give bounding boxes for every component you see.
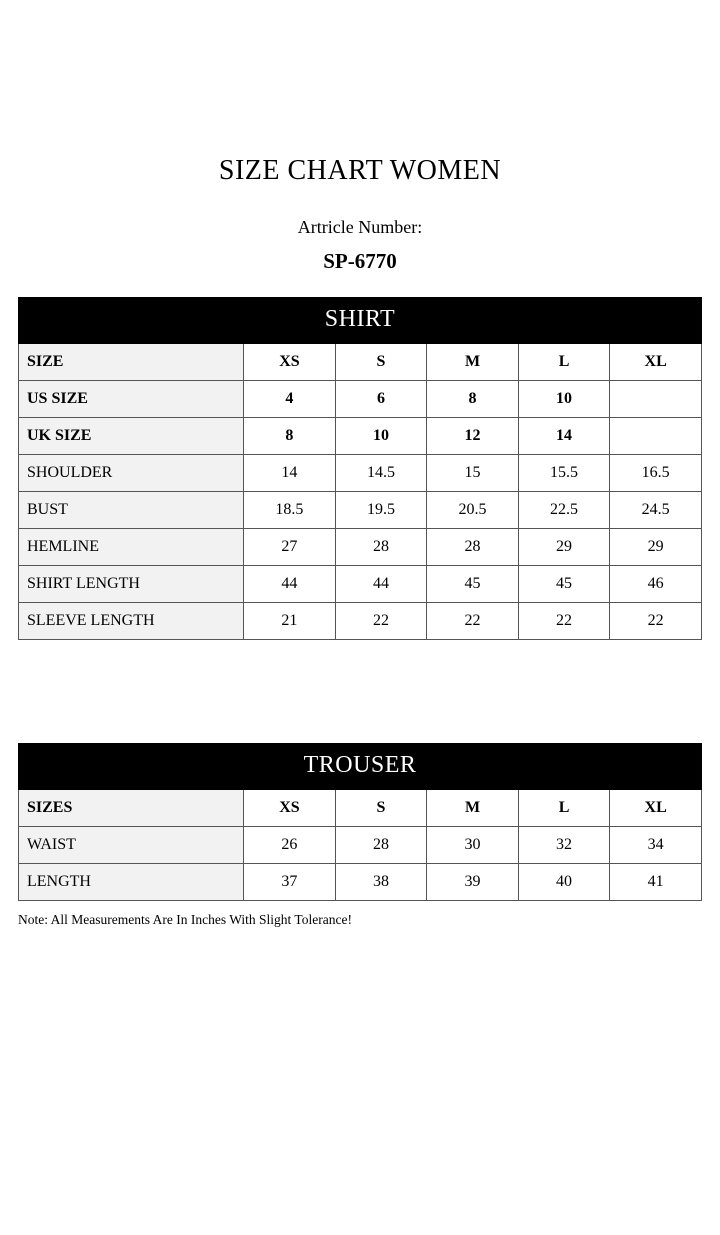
row-value: 22 — [427, 603, 519, 640]
row-value: 44 — [244, 566, 336, 603]
row-label: US SIZE — [19, 381, 244, 418]
table-row — [19, 529, 702, 566]
row-label: SHOULDER — [19, 455, 244, 492]
row-value: 46 — [610, 566, 702, 603]
row-value: 10 — [518, 381, 610, 418]
row-value: 22 — [518, 603, 610, 640]
row-label: WAIST — [19, 827, 244, 864]
trouser-header-xl: XL — [610, 790, 702, 827]
shirt-header-xs: XS — [244, 344, 336, 381]
trouser-header-s: S — [335, 790, 427, 827]
trouser-size-table — [18, 743, 702, 901]
row-value: 21 — [244, 603, 336, 640]
row-value — [610, 381, 702, 418]
row-label: SHIRT LENGTH — [19, 566, 244, 603]
row-value: 10 — [335, 418, 427, 455]
trouser-header-xs: XS — [244, 790, 336, 827]
row-value: 38 — [335, 864, 427, 901]
trouser-size-table-wrapper — [18, 743, 702, 901]
row-value: 16.5 — [610, 455, 702, 492]
shirt-header-m: M — [427, 344, 519, 381]
table-row — [19, 827, 702, 864]
row-value: 24.5 — [610, 492, 702, 529]
row-value: 19.5 — [335, 492, 427, 529]
row-value: 8 — [427, 381, 519, 418]
shirt-size-table — [18, 297, 702, 640]
trouser-header-row — [19, 790, 702, 827]
row-value: 39 — [427, 864, 519, 901]
row-value: 45 — [427, 566, 519, 603]
row-value: 14.5 — [335, 455, 427, 492]
table-row — [19, 492, 702, 529]
trouser-header-m: M — [427, 790, 519, 827]
row-value: 4 — [244, 381, 336, 418]
row-value: 6 — [335, 381, 427, 418]
row-value: 27 — [244, 529, 336, 566]
row-value: 34 — [610, 827, 702, 864]
row-value: 45 — [518, 566, 610, 603]
shirt-size-table-wrapper — [18, 297, 702, 640]
article-number-label: Artricle Number: — [297, 217, 423, 237]
row-value: 18.5 — [244, 492, 336, 529]
row-value: 15 — [427, 455, 519, 492]
table-row — [19, 566, 702, 603]
row-value: 29 — [518, 529, 610, 566]
shirt-header-label: SIZE — [19, 344, 244, 381]
row-value: 30 — [427, 827, 519, 864]
measurement-note: Note: All Measurements Are In Inches With Slight Tolerance! — [18, 912, 352, 927]
row-value: 12 — [427, 418, 519, 455]
table-row — [19, 418, 702, 455]
shirt-banner-row — [19, 298, 702, 344]
table-row — [19, 455, 702, 492]
shirt-header-s: S — [335, 344, 427, 381]
row-value: 41 — [610, 864, 702, 901]
shirt-header-l: L — [518, 344, 610, 381]
trouser-header-label: SIZES — [19, 790, 244, 827]
row-value: 28 — [335, 529, 427, 566]
shirt-banner: SHIRT — [19, 298, 702, 344]
row-value: 44 — [335, 566, 427, 603]
row-value: 29 — [610, 529, 702, 566]
row-value: 14 — [518, 418, 610, 455]
row-value: 8 — [244, 418, 336, 455]
row-value — [610, 418, 702, 455]
trouser-header-l: L — [518, 790, 610, 827]
table-row — [19, 603, 702, 640]
table-row — [19, 381, 702, 418]
row-value: 14 — [244, 455, 336, 492]
trouser-banner-row — [19, 744, 702, 790]
trouser-banner: TROUSER — [19, 744, 702, 790]
row-value: 28 — [427, 529, 519, 566]
row-label: LENGTH — [19, 864, 244, 901]
row-value: 20.5 — [427, 492, 519, 529]
page-title: SIZE CHART WOMEN — [218, 155, 502, 186]
row-value: 22 — [610, 603, 702, 640]
row-label: UK SIZE — [19, 418, 244, 455]
row-label: BUST — [19, 492, 244, 529]
row-label: SLEEVE LENGTH — [19, 603, 244, 640]
row-value: 26 — [244, 827, 336, 864]
shirt-header-row — [19, 344, 702, 381]
row-value: 28 — [335, 827, 427, 864]
size-chart-document — [0, 155, 720, 1235]
table-row — [19, 864, 702, 901]
row-value: 22.5 — [518, 492, 610, 529]
row-value: 37 — [244, 864, 336, 901]
row-label: HEMLINE — [19, 529, 244, 566]
row-value: 22 — [335, 603, 427, 640]
row-value: 40 — [518, 864, 610, 901]
article-number-value: SP-6770 — [323, 249, 397, 273]
row-value: 15.5 — [518, 455, 610, 492]
row-value: 32 — [518, 827, 610, 864]
shirt-header-xl: XL — [610, 344, 702, 381]
